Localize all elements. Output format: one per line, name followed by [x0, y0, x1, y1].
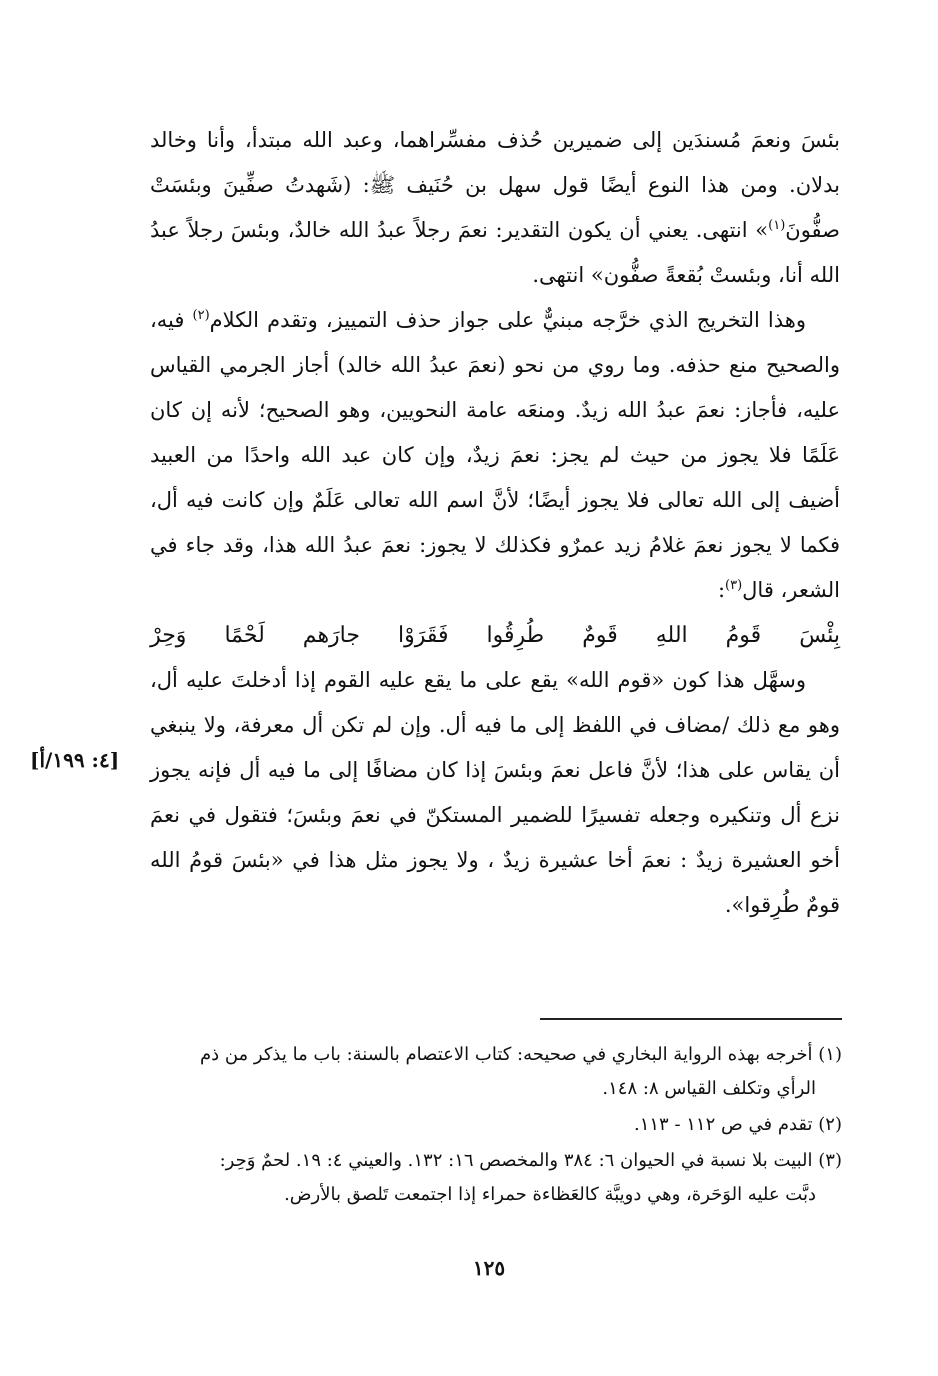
paragraph-1	[150, 118, 840, 298]
verse-word: بِئْسَ	[799, 623, 840, 648]
page-number: ١٢٥	[472, 1256, 506, 1280]
paragraph-2-end: فيه، والصحيح منع حذفه. وما روي من نحو (نعمَ عبدُ الله خالد) أجاز الجرمي القياس عليه، فأجاز: نعمَ عبدُ الله زيدٌ. ومنعَه عامة النحويين، وهو الصحيح؛ لأنه إن كان عَلَمًا فلا يجوز من حيث لم يجز: نعمَ زيدٌ، وإن كان عبد الله واحدًا من العبيد أضيف إلى الله تعالى فلا يجوز أيضًا؛ لأنَّ اسم الله تعالى عَلَمٌ وإن كانت فيه أل، فكما لا يجوز نعمَ غلامُ زيد عمرٌو فكذلك لا يجوز: نعمَ عبدُ الله هذا، وقد جاء في الشعر، قال	[150, 308, 840, 602]
footnote-ref-2[interactable]: (٢)	[192, 308, 210, 323]
poetry-verse	[150, 613, 840, 658]
verse-word: اللهِ	[655, 623, 688, 648]
paragraph-1-end: » انتهى. يعني أن يكون التقدير: نعمَ رجلاً عبدُ الله خالدٌ، وبئسَ رجلاً عبدُ الله أنا، وبئستْ بُقعةً صفُّون» انتهى.	[150, 218, 840, 287]
paragraph-2	[150, 298, 840, 613]
footnote-text: تقدم في ص ١١٢ - ١١٣.	[633, 1114, 813, 1135]
paragraph-3: وسهَّل هذا كون «قوم الله» يقع على ما يقع عليه القوم إذا أدخلتَ عليه أل، وهو مع ذلك /مضاف في اللفظ إلى ما فيه أل. وإن لم تكن أل معرفة، ولا ينبغي أن يقاس على هذا؛ لأنَّ فاعل نعمَ وبئسَ إذا كان مضافًا إلى ما فيه أل فإنه يجوز نزع أل وتنكيره وجعله تفسيرًا للضمير المستكنّ في نعمَ وبئسَ؛ فتقول في نعمَ أخو العشيرة زيدٌ : نعمَ أخا عشيرة زيدٌ ، ولا يجوز مثل هذا في «بئسَ قومُ الله قومٌ طُرِقوا».	[150, 668, 840, 917]
footnote-divider	[540, 1018, 842, 1020]
footnote-text: البيت بلا نسبة في الحيوان ٦: ٣٨٤ والمخصص ١٦: ١٣٢. والعيني ٤: ١٩. لحمٌ وَحِر:	[219, 1150, 813, 1171]
verse-word: لَحْمًا	[224, 623, 265, 648]
paragraph-2-tail: :	[717, 578, 726, 602]
paragraph-2-text: وهذا التخريج الذي خرَّجه مبنيٌّ على جواز حذف التمييز، وتقدم الكلام	[209, 308, 806, 332]
footnote-number: (٣)	[818, 1150, 842, 1171]
footnotes	[150, 1038, 842, 1214]
footnote-number: (١)	[818, 1044, 842, 1065]
manuscript-folio-ref: [٤: ١٩٩/أ]	[30, 748, 120, 772]
footnote-number: (٢)	[818, 1114, 842, 1135]
footnote-ref-3[interactable]: (٣)	[725, 578, 743, 593]
footnote-3	[150, 1144, 842, 1212]
footnote-text-continued: دبَّت عليه الوَحَرة، وهي دويبَّة كالعَظاءة حمراء إذا اجتمعت تَلصق بالأرض.	[284, 1184, 816, 1205]
footnote-text-continued: الرأي وتكلف القياس ٨: ١٤٨.	[602, 1078, 816, 1099]
footnote-text: أخرجه بهذه الرواية البخاري في صحيحه: كتاب الاعتصام بالسنة: باب ما يذكر من ذم	[199, 1044, 813, 1065]
verse-word: قَومُ	[725, 623, 762, 648]
footnote-2	[150, 1108, 842, 1142]
verse-word: قَومٌ	[582, 623, 618, 648]
footnote-ref-1[interactable]: (١)	[768, 218, 786, 233]
verse-word: طُرِقُوا	[486, 623, 545, 648]
footnote-1	[150, 1038, 842, 1106]
main-text	[150, 118, 840, 928]
verse-word: جارَهم	[302, 623, 360, 648]
paragraph-1-text: بئسَ ونعمَ مُسندَين إلى ضميرين حُذف مفسِّراهما، وعبد الله مبتدأ، وأنا وخالد بدلان. ومن هذا النوع أيضًا قول سهل بن حُنَيف ﷺ: (شَهدتُ صفِّينَ وبئسَتْ صفُّونَ	[150, 128, 840, 242]
verse-word: وَحِرْ	[150, 623, 187, 648]
verse-word: فَقَرَوْا	[397, 623, 449, 648]
